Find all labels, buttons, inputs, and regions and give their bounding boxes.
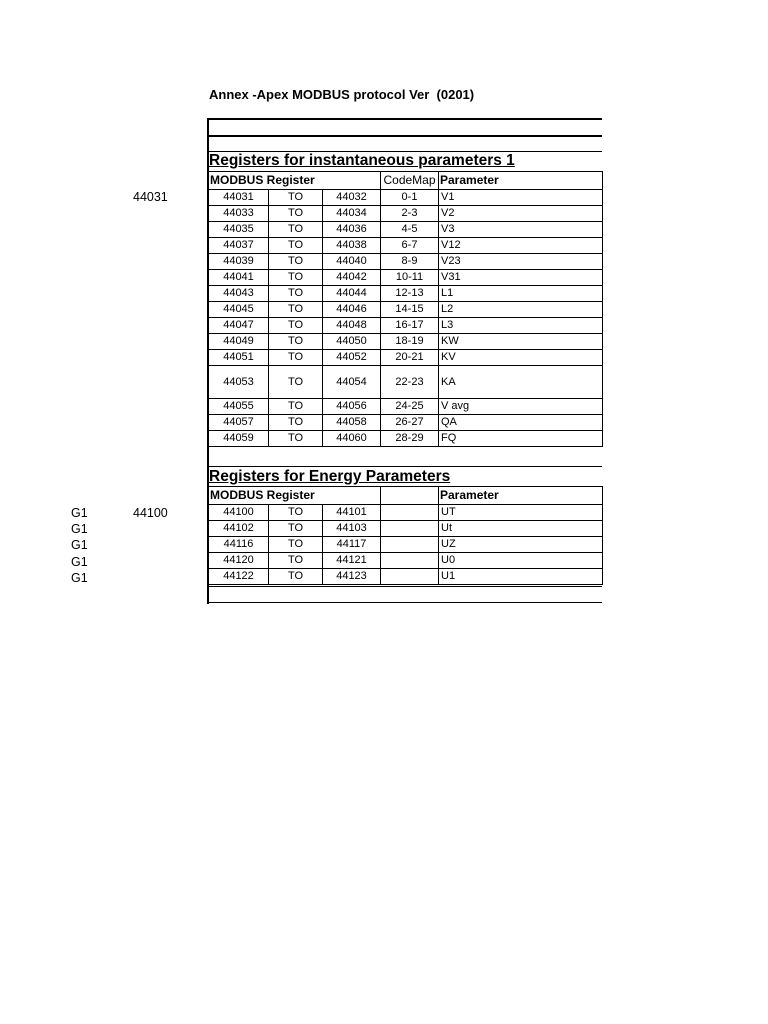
parameter-cell: V12 [439,238,603,254]
codemap-cell: 16-17 [381,318,439,334]
table-row [209,254,603,270]
register-end-cell: 44032 [323,190,381,206]
register-start-cell: 44035 [209,222,269,238]
header-modbus-register: MODBUS Register [209,487,381,505]
header-modbus-register: MODBUS Register [209,172,381,190]
table-row [209,238,603,254]
table-row [209,569,603,585]
register-to-cell: TO [269,569,323,585]
table-row [209,190,603,206]
register-end-cell: 44050 [323,334,381,350]
register-end-cell: 44058 [323,415,381,431]
register-start-cell: 44049 [209,334,269,350]
register-start-cell: 44120 [209,553,269,569]
parameter-cell: Ut [439,521,603,537]
codemap-cell [381,553,439,569]
register-end-cell: 44101 [323,505,381,521]
register-end-cell: 44048 [323,318,381,334]
table-row [209,505,603,521]
document-title: Annex -Apex MODBUS protocol Ver (0201) [209,87,475,102]
parameter-cell: V1 [439,190,603,206]
register-to-cell: TO [269,286,323,302]
codemap-cell: 6-7 [381,238,439,254]
register-end-cell: 44054 [323,366,381,399]
register-start-cell: 44116 [209,537,269,553]
group-label: G1 [71,554,88,569]
header-parameter: Parameter [439,487,603,505]
codemap-cell [381,569,439,585]
codemap-cell: 0-1 [381,190,439,206]
table-row [209,350,603,366]
register-end-cell: 44052 [323,350,381,366]
parameter-cell: UZ [439,537,603,553]
register-start-cell: 44031 [209,190,269,206]
register-to-cell: TO [269,222,323,238]
register-start-cell: 44055 [209,399,269,415]
register-to-cell: TO [269,254,323,270]
table-header-row [209,172,603,190]
frame-line [208,466,602,467]
register-to-cell: TO [269,318,323,334]
parameter-cell: KA [439,366,603,399]
register-start-cell: 44057 [209,415,269,431]
table-row [209,399,603,415]
register-start-cell: 44033 [209,206,269,222]
register-to-cell: TO [269,505,323,521]
register-to-cell: TO [269,238,323,254]
register-end-cell: 44123 [323,569,381,585]
frame-top-line [208,118,602,120]
register-start-cell: 44102 [209,521,269,537]
register-start-cell: 44037 [209,238,269,254]
side-label-register: 44100 [133,506,168,520]
table-row [209,366,603,399]
register-end-cell: 44042 [323,270,381,286]
table-row [209,553,603,569]
register-end-cell: 44056 [323,399,381,415]
section-title-energy: Registers for Energy Parameters [209,468,451,485]
table-row [209,415,603,431]
register-to-cell: TO [269,334,323,350]
register-start-cell: 44041 [209,270,269,286]
codemap-cell: 18-19 [381,334,439,350]
register-start-cell: 44053 [209,366,269,399]
header-codemap [381,487,439,505]
register-to-cell: TO [269,190,323,206]
parameter-cell: V31 [439,270,603,286]
table-row [209,302,603,318]
codemap-cell: 10-11 [381,270,439,286]
register-to-cell: TO [269,270,323,286]
register-to-cell: TO [269,206,323,222]
parameter-cell: V2 [439,206,603,222]
table-row [209,537,603,553]
parameter-cell: V23 [439,254,603,270]
table-row [209,318,603,334]
codemap-cell: 4-5 [381,222,439,238]
group-label: G1 [71,538,88,553]
header-codemap: CodeMap [381,172,439,190]
instantaneous-register-table [208,171,603,447]
register-end-cell: 44038 [323,238,381,254]
parameter-cell: U1 [439,569,603,585]
register-start-cell: 44039 [209,254,269,270]
group-label: G1 [71,506,88,520]
codemap-cell: 20-21 [381,350,439,366]
register-end-cell: 44117 [323,537,381,553]
register-end-cell: 44040 [323,254,381,270]
parameter-cell: V3 [439,222,603,238]
register-end-cell: 44103 [323,521,381,537]
energy-register-table [208,486,603,585]
codemap-cell [381,505,439,521]
register-start-cell: 44100 [209,505,269,521]
register-start-cell: 44043 [209,286,269,302]
register-start-cell: 44059 [209,431,269,447]
parameter-cell: QA [439,415,603,431]
register-start-cell: 44045 [209,302,269,318]
parameter-cell: L3 [439,318,603,334]
codemap-cell: 22-23 [381,366,439,399]
parameter-cell: KV [439,350,603,366]
table-row [209,270,603,286]
register-to-cell: TO [269,415,323,431]
codemap-cell: 14-15 [381,302,439,318]
register-to-cell: TO [269,553,323,569]
frame-line [208,586,602,587]
register-to-cell: TO [269,431,323,447]
codemap-cell: 24-25 [381,399,439,415]
frame-line [208,135,602,137]
register-end-cell: 44036 [323,222,381,238]
codemap-cell: 28-29 [381,431,439,447]
table-row [209,521,603,537]
register-to-cell: TO [269,350,323,366]
register-to-cell: TO [269,537,323,553]
parameter-cell: L2 [439,302,603,318]
group-label: G1 [71,570,88,585]
register-start-cell: 44122 [209,569,269,585]
parameter-cell: UT [439,505,603,521]
codemap-cell: 8-9 [381,254,439,270]
codemap-cell [381,537,439,553]
group-label: G1 [71,522,88,537]
header-parameter: Parameter [439,172,603,190]
table-row [209,206,603,222]
register-end-cell: 44044 [323,286,381,302]
table-header-row [209,487,603,505]
codemap-cell: 2-3 [381,206,439,222]
register-end-cell: 44121 [323,553,381,569]
parameter-cell: L1 [439,286,603,302]
codemap-cell: 12-13 [381,286,439,302]
table-row [209,431,603,447]
parameter-cell: KW [439,334,603,350]
register-to-cell: TO [269,366,323,399]
parameter-cell: FQ [439,431,603,447]
register-start-cell: 44047 [209,318,269,334]
register-to-cell: TO [269,521,323,537]
table-row [209,286,603,302]
table-row [209,222,603,238]
register-end-cell: 44034 [323,206,381,222]
register-start-cell: 44051 [209,350,269,366]
codemap-cell [381,521,439,537]
register-end-cell: 44060 [323,431,381,447]
section-title-instantaneous: Registers for instantaneous parameters 1 [209,152,515,169]
side-label-register: 44031 [133,190,168,204]
parameter-cell: V avg [439,399,603,415]
register-to-cell: TO [269,399,323,415]
codemap-cell: 26-27 [381,415,439,431]
table-row [209,334,603,350]
frame-bottom-line [208,602,602,603]
register-end-cell: 44046 [323,302,381,318]
parameter-cell: U0 [439,553,603,569]
register-to-cell: TO [269,302,323,318]
